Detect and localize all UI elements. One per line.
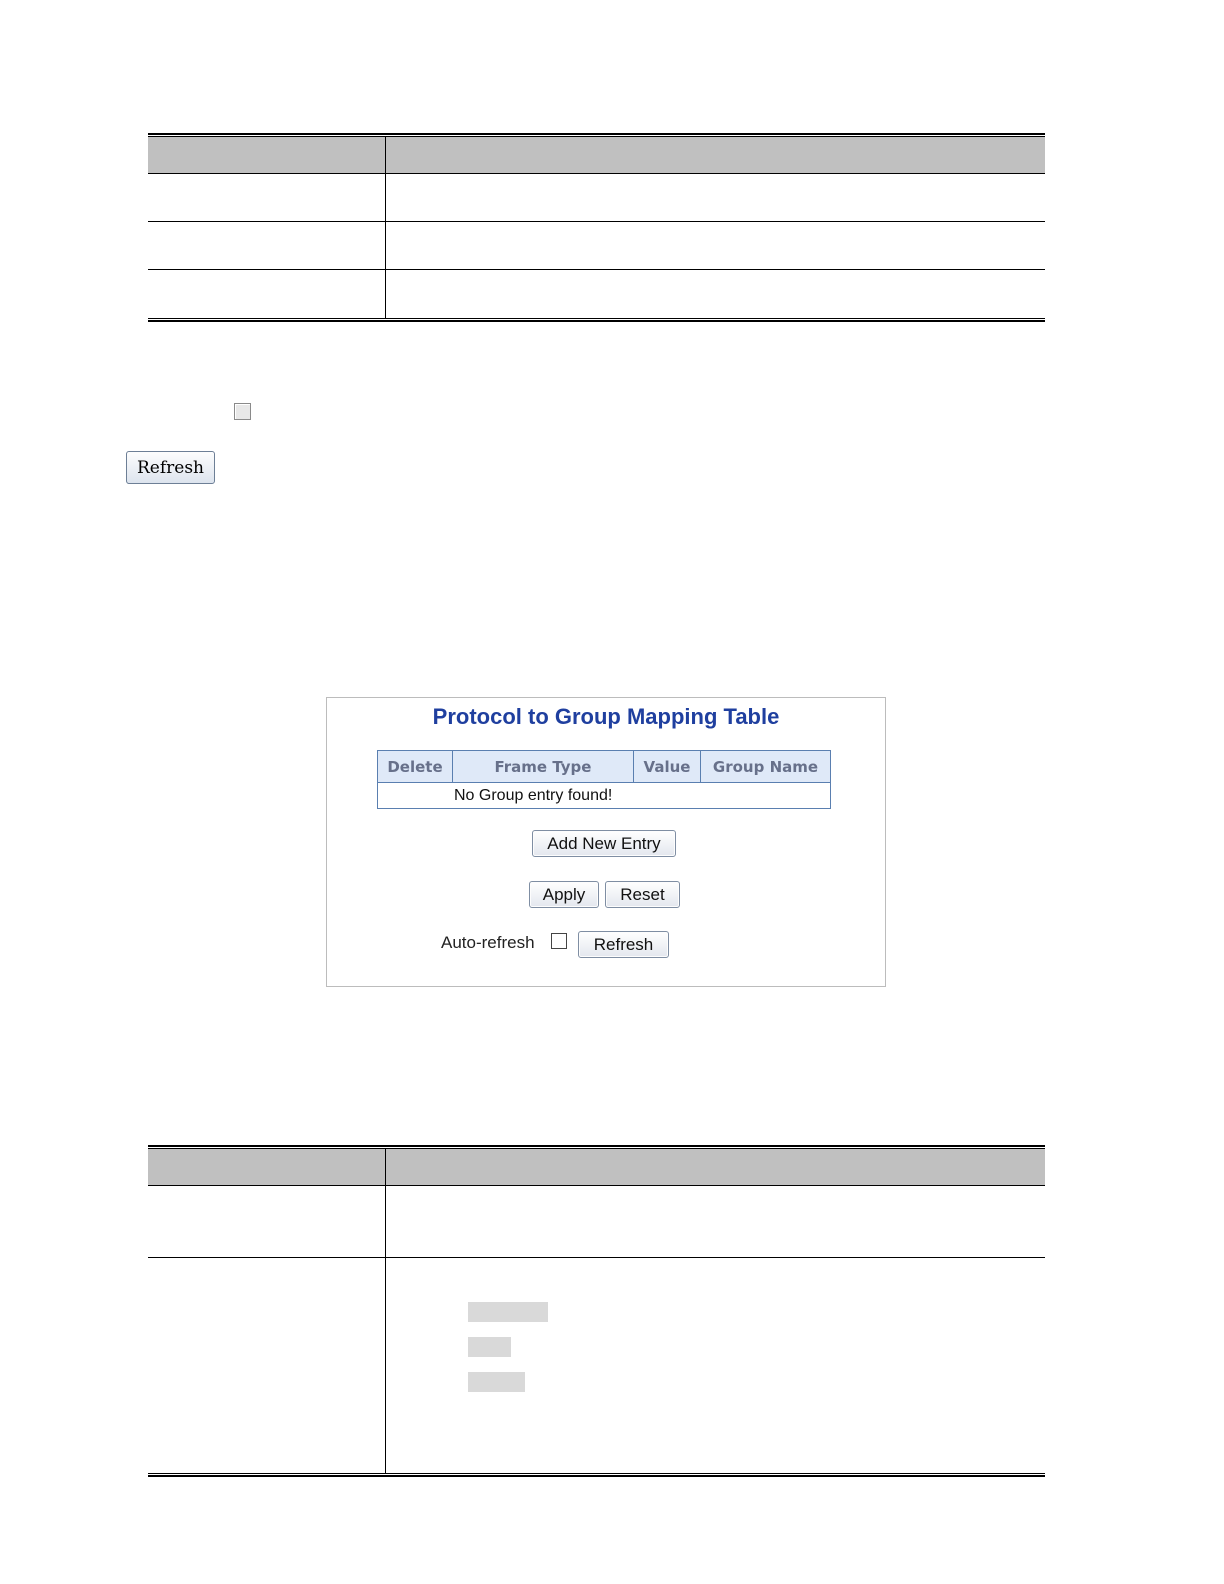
protocol-group-mapping-table bbox=[377, 750, 831, 809]
bottom-description-table bbox=[148, 1145, 1045, 1477]
table-cell bbox=[148, 222, 386, 269]
header-cell-description bbox=[386, 1149, 1045, 1185]
table-row bbox=[148, 1258, 1045, 1473]
auto-refresh-checkbox-illustration[interactable] bbox=[234, 403, 251, 420]
table-header-row bbox=[378, 751, 831, 783]
table-row bbox=[148, 270, 1045, 318]
table-row bbox=[148, 222, 1045, 270]
header-cell-object bbox=[148, 1149, 386, 1185]
empty-table-message: No Group entry found! bbox=[378, 783, 831, 809]
auto-refresh-label: Auto-refresh bbox=[441, 933, 535, 952]
table-row bbox=[148, 174, 1045, 222]
highlighted-term bbox=[468, 1337, 511, 1357]
table-row bbox=[378, 783, 831, 809]
column-header-delete: Delete bbox=[378, 751, 453, 783]
table-header-row bbox=[148, 137, 1045, 174]
table-cell bbox=[386, 174, 1045, 221]
page-title: Protocol to Group Mapping Table bbox=[432, 704, 780, 729]
column-header-group-name: Group Name bbox=[701, 751, 831, 783]
reset-button[interactable]: Reset bbox=[605, 881, 680, 908]
column-header-value: Value bbox=[634, 751, 701, 783]
refresh-button-illustration[interactable]: Refresh bbox=[126, 451, 215, 484]
table-cell bbox=[386, 1258, 1045, 1473]
top-description-table bbox=[148, 133, 1045, 322]
table-cell bbox=[386, 222, 1045, 269]
table-bottom-rule bbox=[148, 318, 1045, 322]
protocol-group-mapping-panel bbox=[326, 697, 886, 987]
table-cell bbox=[148, 174, 386, 221]
column-header-frame-type: Frame Type bbox=[453, 751, 634, 783]
table-cell bbox=[148, 270, 386, 318]
table-row bbox=[148, 1186, 1045, 1258]
highlighted-term bbox=[468, 1302, 548, 1322]
add-new-entry-button[interactable]: Add New Entry bbox=[532, 830, 676, 857]
table-cell bbox=[148, 1186, 386, 1257]
table-header-row bbox=[148, 1149, 1045, 1186]
apply-button[interactable]: Apply bbox=[529, 881, 599, 908]
table-cell bbox=[386, 270, 1045, 318]
highlighted-term bbox=[468, 1372, 525, 1392]
header-cell-description bbox=[386, 137, 1045, 173]
auto-refresh-checkbox[interactable] bbox=[551, 933, 567, 949]
refresh-button[interactable]: Refresh bbox=[578, 931, 669, 958]
header-cell-object bbox=[148, 137, 386, 173]
table-cell bbox=[386, 1186, 1045, 1257]
table-bottom-rule bbox=[148, 1473, 1045, 1477]
table-cell bbox=[148, 1258, 386, 1473]
